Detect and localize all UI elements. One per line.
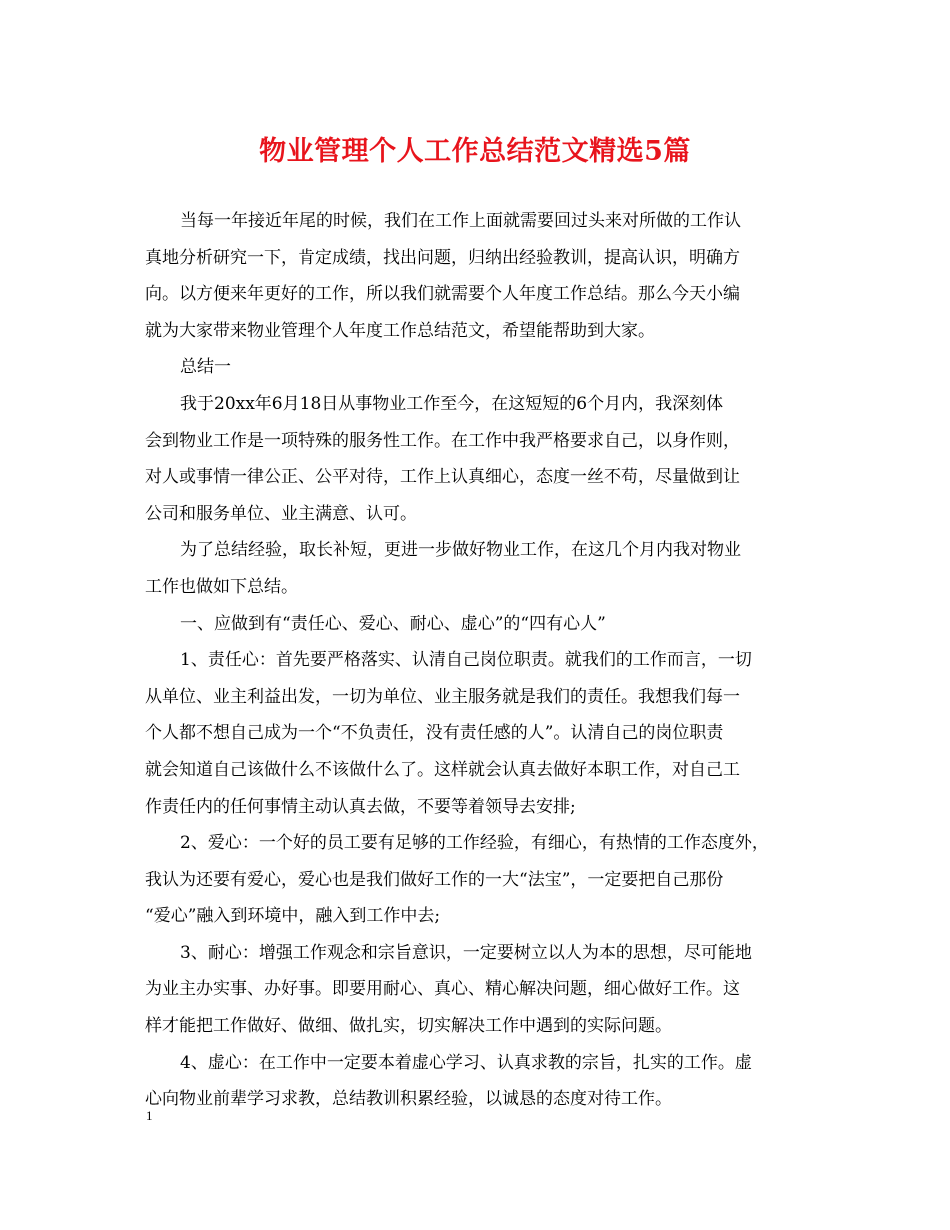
text-line: 总结一 [180, 357, 231, 378]
text-line: 个人都不想自己成为一个“不负责任，没有责任感的人”。认清自己的岗位职责 [145, 723, 724, 744]
text-line: “爱心”融入到环境中，融入到工作中去; [145, 906, 441, 927]
text-line: 对人或事情一律公正、公平对待，工作上认真细心，态度一丝不苟，尽量做到让 [145, 467, 740, 488]
document-title: 物业管理个人工作总结范文精选5篇 [259, 136, 691, 167]
text-line: 就为大家带来物业管理个人年度工作总结范文，希望能帮助到大家。 [145, 320, 655, 341]
text-line: 会到物业工作是一项特殊的服务性工作。在工作中我严格要求自己，以身作则， [145, 430, 740, 451]
text-line: 样才能把工作做好、做细、做扎实，切实解决工作中遇到的实际问题。 [145, 1016, 672, 1037]
text-line: 从单位、业主利益出发，一切为单位、业主服务就是我们的责任。我想我们每一 [145, 686, 740, 707]
text-line: 向。以方便来年更好的工作，所以我们就需要个人年度工作总结。那么今天小编 [145, 284, 740, 305]
text-line: 我于20xx年6月18日从事物业工作至今，在这短短的6个月内，我深刻体 [180, 393, 724, 414]
text-line: 真地分析研究一下，肯定成绩，找出问题，归纳出经验教训，提高认识，明确方 [145, 247, 740, 268]
text-line: 作责任内的任何事情主动认真去做，不要等着领导去安排; [145, 796, 576, 817]
text-line: 心向物业前辈学习求教，总结教训积累经验，以诚恳的态度对待工作。 [145, 1089, 672, 1110]
text-line: 2、爱心：一个好的员工要有足够的工作经验，有细心，有热情的工作态度外， [180, 833, 769, 854]
document-body [145, 203, 815, 1118]
text-line: 3、耐心：增强工作观念和宗旨意识，一定要树立以人为本的思想，尽可能地 [180, 942, 752, 963]
text-line: 我认为还要有爱心，爱心也是我们做好工作的一大“法宝”，一定要把自己那份 [145, 869, 724, 890]
text-line: 为了总结经验，取长补短，更进一步做好物业工作，在这几个月内我对物业 [180, 540, 741, 561]
page-number: 1 [146, 1108, 153, 1123]
text-line: 工作也做如下总结。 [145, 576, 298, 597]
text-line: 一、应做到有“责任心、爱心、耐心、虚心”的“四有心人” [180, 613, 606, 634]
text-line: 为业主办实事、办好事。即要用耐心、真心、精心解决问题，细心做好工作。这 [145, 979, 740, 1000]
text-line: 1、责任心：首先要严格落实、认清自己岗位职责。就我们的工作而言，一切 [180, 650, 752, 671]
text-line: 当每一年接近年尾的时候，我们在工作上面就需要回过头来对所做的工作认 [180, 211, 741, 231]
text-line: 4、虚心：在工作中一定要本着虚心学习、认真求教的宗旨，扎实的工作。虚 [180, 1052, 752, 1073]
text-line: 就会知道自己该做什么不该做什么了。这样就会认真去做好本职工作，对自己工 [145, 759, 740, 780]
text-line: 公司和服务单位、业主满意、认可。 [145, 503, 417, 524]
